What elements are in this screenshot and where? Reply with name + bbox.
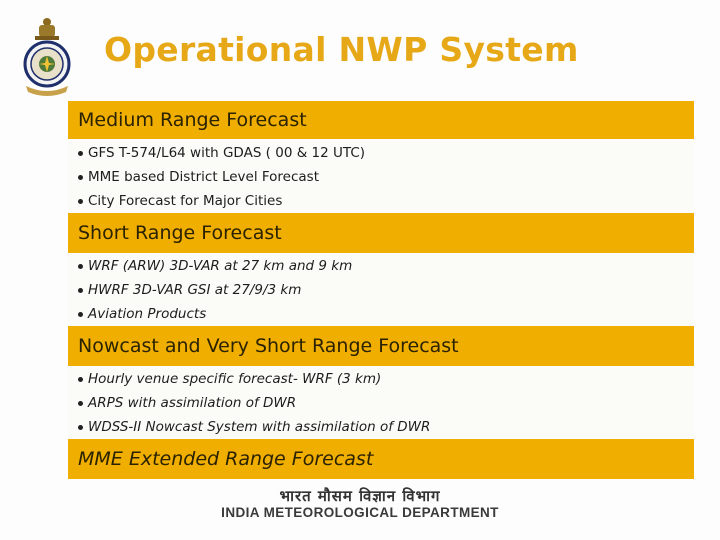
imd-emblem-icon bbox=[18, 16, 76, 98]
section-heading-short-range: Short Range Forecast bbox=[68, 213, 694, 253]
list-item: GFS T-574/L64 with GDAS ( 00 & 12 UTC) bbox=[68, 141, 694, 165]
department-name-hindi: भारत मौसम विज्ञान विभाग bbox=[279, 487, 441, 505]
slide-title: Operational NWP System bbox=[104, 30, 579, 69]
section-heading-medium-range: Medium Range Forecast bbox=[68, 101, 694, 139]
list-item: City Forecast for Major Cities bbox=[68, 189, 694, 213]
list-item: MME based District Level Forecast bbox=[68, 165, 694, 189]
department-name-english: INDIA METEOROLOGICAL DEPARTMENT bbox=[221, 505, 499, 520]
list-item: WDSS-II Nowcast System with assimilation of DWR bbox=[68, 415, 694, 439]
list-item: ARPS with assimilation of DWR bbox=[68, 391, 694, 415]
section-heading-nowcast: Nowcast and Very Short Range Forecast bbox=[68, 326, 694, 366]
section-bullets-medium-range bbox=[68, 141, 694, 213]
section-heading-extended-range: MME Extended Range Forecast bbox=[68, 439, 694, 479]
list-item: Hourly venue specific forecast- WRF (3 km) bbox=[68, 367, 694, 391]
section-bullets-nowcast bbox=[68, 367, 694, 439]
list-item: Aviation Products bbox=[68, 302, 694, 326]
section-bullets-short-range bbox=[68, 254, 694, 326]
list-item: HWRF 3D-VAR GSI at 27/9/3 km bbox=[68, 278, 694, 302]
list-item: WRF (ARW) 3D-VAR at 27 km and 9 km bbox=[68, 254, 694, 278]
